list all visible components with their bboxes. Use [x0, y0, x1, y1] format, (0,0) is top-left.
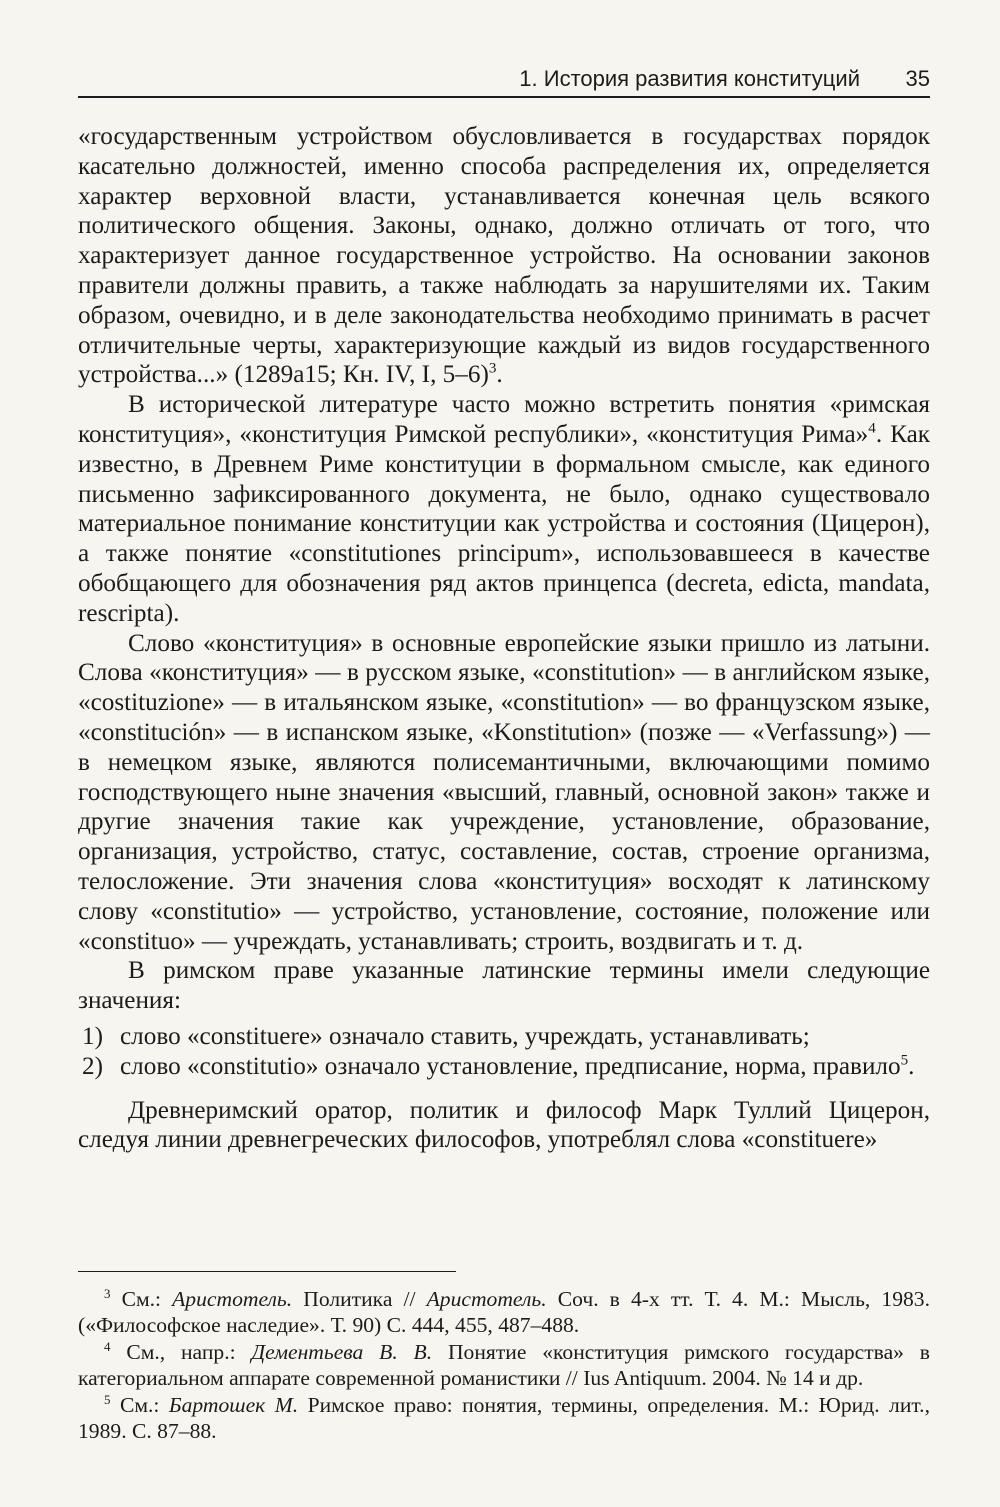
footnote-ref-3[interactable]: 3: [488, 360, 497, 377]
list-item-text: слово «constitutio» означало установление, предписание, норма, правило: [120, 1052, 901, 1080]
footnote-mark: 3: [104, 1285, 111, 1301]
footnote-ref-5[interactable]: 5: [900, 1052, 909, 1069]
list-item-number: 1): [82, 1022, 103, 1050]
paragraph-roman-constitution: В исторической литературе часто можно встретить понятия «римская конституция», «конституция Римской республики», «конституция Рима»$^4$. Как известно, в Древнем Риме конституции в формальном смысле, как единого письменно зафиксированного документа, не было, однако существовало материальное понимание конституции как устройства и состояния (Цицерон), а также понятие «constitutiones principum», использовавшееся в качестве обобщающего для обозначения ряд актов принцепса (decreta, edicta, mandata, rescripta).: [78, 391, 930, 627]
numbered-list: [78, 1022, 930, 1082]
main-text: [78, 122, 930, 1155]
page-number: 35: [905, 66, 930, 91]
footnote-mark: 5: [104, 1391, 111, 1407]
list-item-text: слово «constituere» означало ставить, учреждать, устанавливать;: [120, 1022, 810, 1050]
footnote-ref-4[interactable]: 4: [868, 420, 876, 437]
footnote-4: $^4$ См., напр.: Дементьева В. В. Понятие «конституция римского государства» в категориальном аппарате современной романистики // Ius Antiquum. 2004. № 14 и др.: [78, 1338, 930, 1391]
paragraph-quote: «государственным устройством обусловливается в государствах порядок касательно должностей, именно способа распределения их, определяется характер верховной власти, устанавливается конечная цель всякого политического общения. Законы, однако, должно отличать от того, что характеризует данное государственное устройство. На основании законов правители должны править, а также наблюдать за нарушителями их. Таким образом, очевидно, и в деле законодательства необходимо принимать в расчет отличительные черты, характеризующие каждый из видов государственного устройства...» (1289a15; Кн. IV, I, 5–6)$^3$.: [78, 123, 930, 389]
footnote-3: $^3$ См.: Аристотель. Политика // Аристотель. Соч. в 4-х тт. Т. 4. М.: Мысль, 1983. («Философское наследие». Т. 90) С. 444, 455, 487–488.: [78, 1285, 930, 1338]
list-item-number: 2): [82, 1052, 103, 1080]
footnote-author: Аристотель.: [172, 1287, 293, 1311]
paragraph-roman-law: В римском праве указанные латинские термины имели следующие значения:: [78, 957, 930, 1015]
running-header: [78, 66, 930, 98]
footnote-author: Аристотель.: [426, 1287, 547, 1311]
footnote-5: $^5$ См.: Бартошек М. Римское право: понятия, термины, определения. М.: Юрид. лит., 1989. С. 87–88.: [78, 1391, 930, 1444]
paragraph-cicero: Древнеримский оратор, политик и философ Марк Туллий Цицерон, следуя линии древнегреческих философов, употреблял слова «constituere»: [78, 1096, 930, 1154]
footnote-mark: 4: [104, 1338, 111, 1354]
list-item: 2) слово «constitutio» означало установление, предписание, норма, правило$^5$.: [82, 1052, 915, 1080]
chapter-title: 1. История развития конституций: [519, 66, 860, 91]
list-item: [78, 1022, 930, 1052]
footnote-author: Дементьева В. В.: [251, 1339, 433, 1364]
footnote-author: Бартошек М.: [168, 1392, 299, 1417]
paragraph-etymology: Слово «конституция» в основные европейские языки пришло из латыни. Слова «конституция» — в русском языке, «constitution» — в английском языке, «costituzione» — в итальянском языке, «constitution» — во французском языке, «constitución» — в испанском языке, «Konstitution» (позже — «Verfassung») — в немецком языке, являются полисемантичными, включающими помимо господствующего ныне значения «высший, главный, основной закон» также и другие значения такие как учреждение, установление, образование, организация, устройство, статус, составление, состав, строение организма, телосложение. Эти значения слова «конституция» восходят к латинскому слову «constitutio» — устройство, установление, состояние, положение или «constituo» — учреждать, устанавливать; строить, воздвигать и т. д.: [78, 629, 930, 955]
footnotes: [78, 1286, 930, 1444]
footnote-divider: [78, 1271, 456, 1272]
